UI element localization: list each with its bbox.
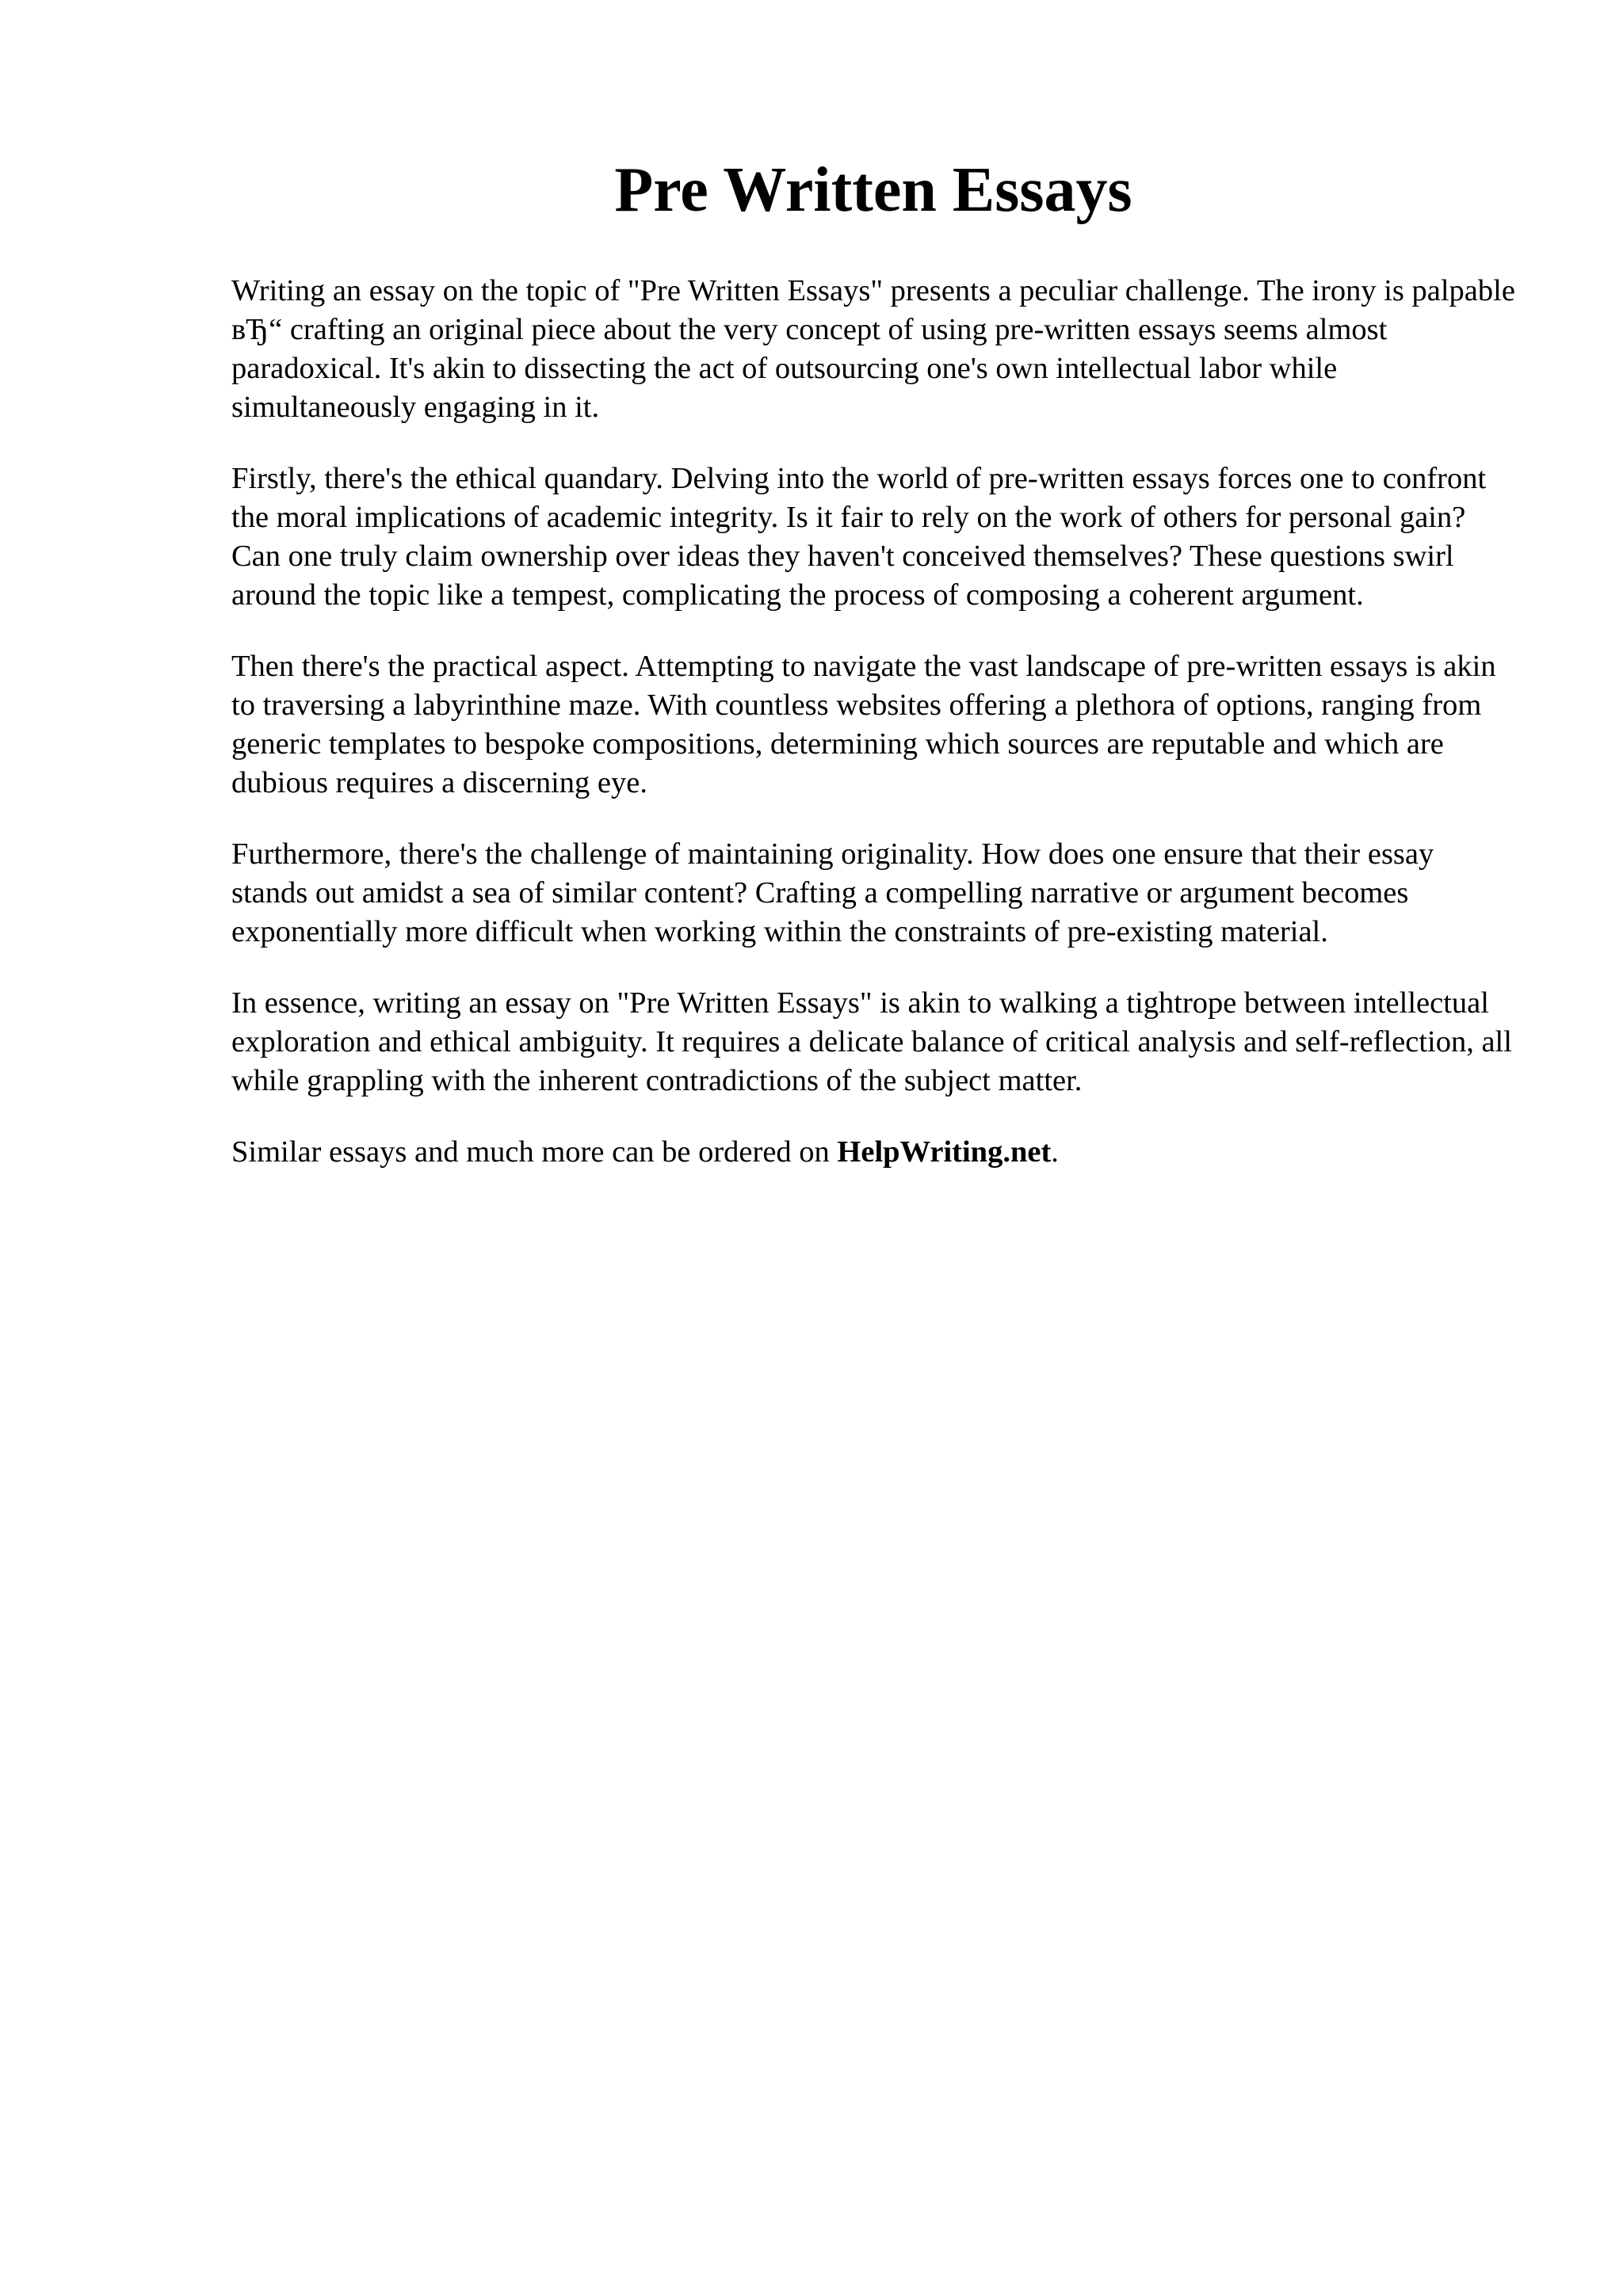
promo-prefix: Similar essays and much more can be ordered on	[231, 1135, 838, 1169]
essay-paragraph-2: Firstly, there's the ethical quandary. Delving into the world of pre-written essays forces one to confront the moral implications of academic integrity. Is it fair to rely on the work of others for personal gain? Can one truly claim ownership over ideas they haven't conceived themselves? These questions swirl around the topic like a tempest, complicating the process of composing a coherent argument.	[231, 462, 1487, 612]
page-title: Pre Written Essays	[614, 155, 1132, 225]
promo-suffix: .	[1051, 1135, 1059, 1169]
essay-paragraph-1: Writing an essay on the topic of "Pre Written Essays" presents a peculiar challenge. The irony is palpable вЂ“ crafting an original piece about the very concept of using pre-written essays seems almost paradoxical. It's akin to dissecting the act of outsourcing one's own intellectual labor while simultaneously engaging in it.	[231, 274, 1515, 424]
brand-link[interactable]: HelpWriting.net	[837, 1135, 1052, 1169]
document-content	[231, 147, 1515, 1172]
promo-line	[231, 1133, 1515, 1172]
essay-paragraph-3: Then there's the practical aspect. Attempting to navigate the vast landscape of pre-written essays is akin to traversing a labyrinthine maze. With countless websites offering a plethora of options, ranging from generic templates to bespoke compositions, determining which sources are reputable and which are dubious requires a discerning eye.	[231, 650, 1496, 799]
essay-paragraph-4: Furthermore, there's the challenge of maintaining originality. How does one ensure that their essay stands out amidst a sea of similar content? Crafting a compelling narrative or argument becomes exponentially more difficult when working within the constraints of pre-existing material.	[231, 837, 1434, 948]
essay-paragraph-5: In essence, writing an essay on "Pre Written Essays" is akin to walking a tightrope between intellectual exploration and ethical ambiguity. It requires a delicate balance of critical analysis and self-reflection, all while grappling with the inherent contradictions of the subject matter.	[231, 986, 1512, 1097]
